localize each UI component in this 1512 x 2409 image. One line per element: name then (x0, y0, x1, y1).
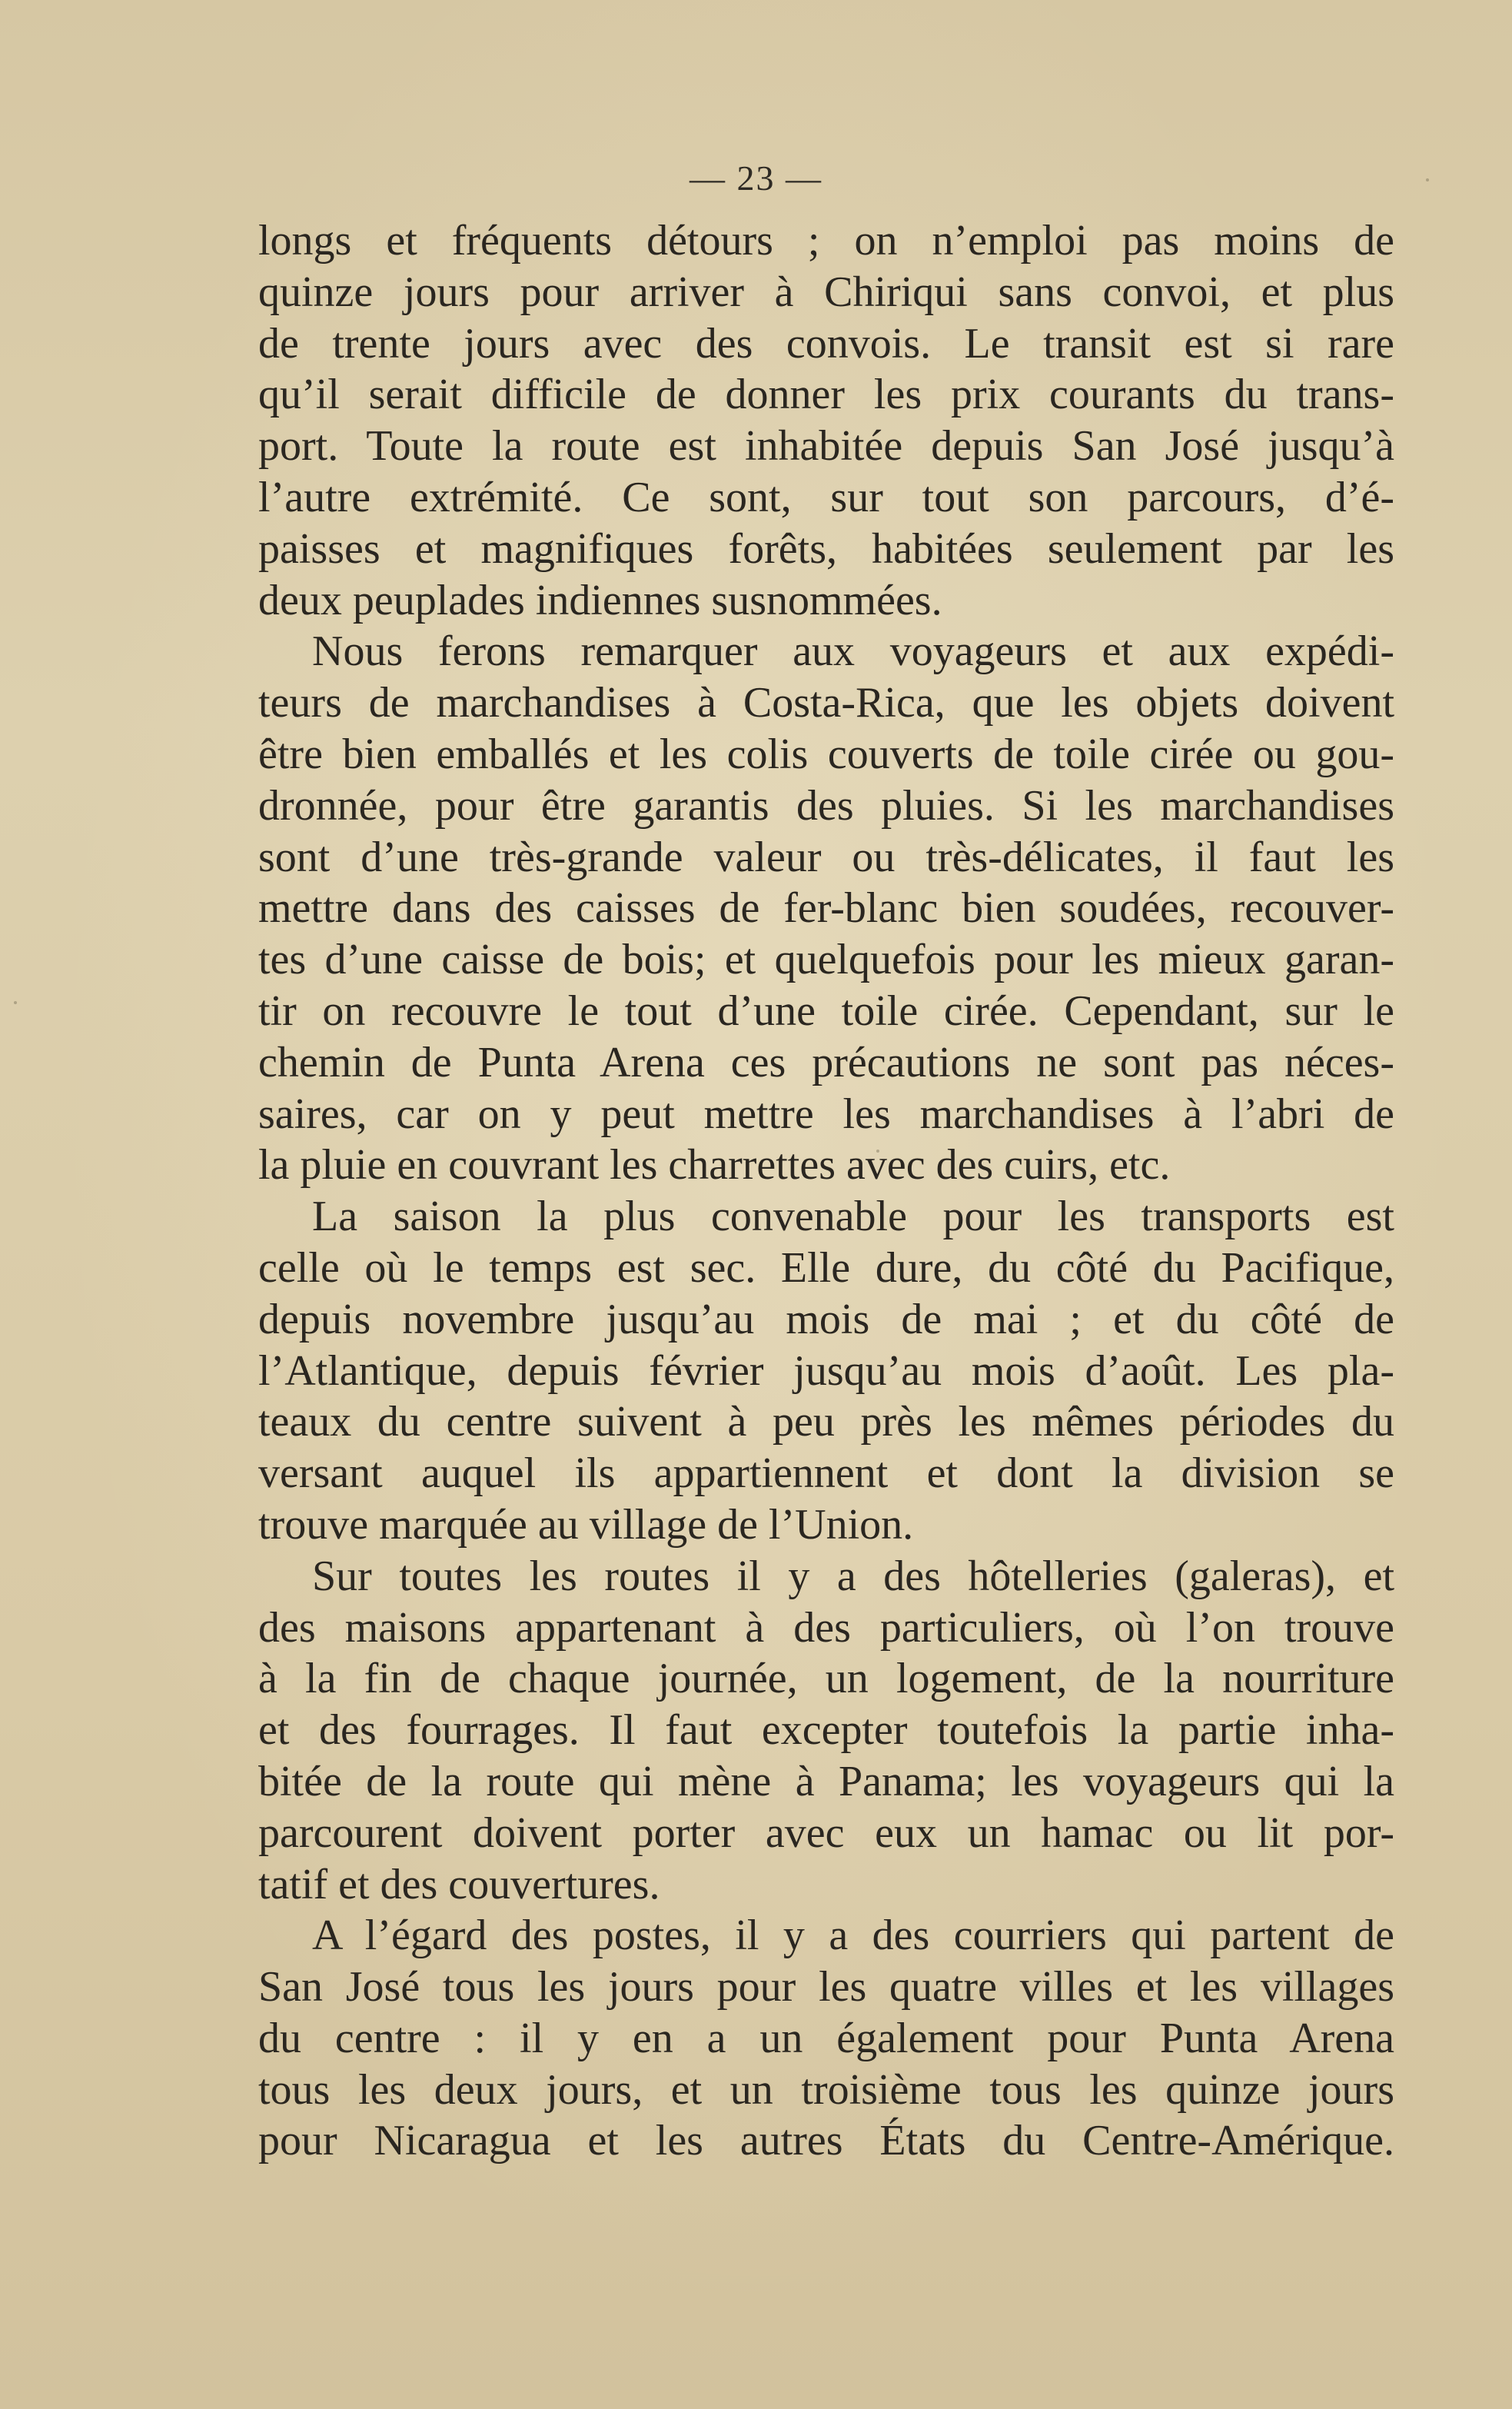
text-line: teaux du centre suivent à peu près les mêmes périodes du (258, 1398, 1394, 1446)
text-line: de trente jours avec des convois. Le transit est si rare (258, 319, 1394, 368)
text-line: sont d’une très-grande valeur ou très-délicates, il faut les (258, 833, 1394, 881)
text-line: tes d’une caisse de bois; et quelquefois pour les mieux garan- (258, 936, 1394, 984)
text-line: parcourent doivent porter avec eux un hamac ou lit por- (258, 1808, 1394, 1857)
text-line: celle où le temps est sec. Elle dure, du côté du Pacifique, (258, 1243, 1394, 1292)
text-line: mettre dans des caisses de fer-blanc bien soudées, recouver- (258, 884, 1394, 933)
text-line: longs et fréquents détours ; on n’emploi pas moins de (258, 217, 1394, 265)
text-line: Nous ferons remarquer aux voyageurs et aux expédi- (312, 627, 1394, 676)
paper-speck (14, 1001, 17, 1004)
text-line: qu’il serait difficile de donner les prix courants du trans- (258, 371, 1394, 419)
text-line: tous les deux jours, et un troisième tous les quinze jours (258, 2065, 1394, 2114)
text-line: teurs de marchandises à Costa-Rica, que les objets doivent (258, 679, 1394, 727)
text-line: tir on recouvre le tout d’une toile cirée. Cependant, sur le (258, 987, 1394, 1035)
text-line: Sur toutes les routes il y a des hôtelleries (galeras), et (312, 1552, 1394, 1600)
text-line: San José tous les jours pour les quatre villes et les villages (258, 1963, 1394, 2011)
text-line: chemin de Punta Arena ces précautions ne sont pas néces- (258, 1038, 1394, 1086)
text-line: La saison la plus convenable pour les transports est (312, 1193, 1394, 1241)
body-text (258, 215, 1394, 2167)
text-line: trouve marquée au village de l’Union. (258, 1500, 914, 1549)
text-line: et des fourrages. Il faut excepter toutefois la partie inha- (258, 1706, 1394, 1755)
text-line: deux peuplades indiennes susnommées. (258, 576, 942, 624)
text-line: à la fin de chaque journée, un logement, de la nourriture (258, 1655, 1394, 1703)
paper-speck (1426, 178, 1429, 181)
text-line: du centre : il y en a un également pour Punta Arena (258, 2014, 1394, 2062)
text-line: l’autre extrémité. Ce sont, sur tout son parcours, d’é- (258, 473, 1394, 521)
text-line: A l’égard des postes, il y a des courriers qui partent de (312, 1912, 1394, 1960)
text-line: versant auquel ils appartiennent et dont la division se (258, 1449, 1394, 1498)
text-line: dronnée, pour être garantis des pluies. Si les marchandises (258, 781, 1394, 830)
text-line: quinze jours pour arriver à Chiriqui sans convoi, et plus (258, 268, 1394, 316)
text-line: saires, car on y peut mettre les marchandises à l’abri de (258, 1090, 1394, 1138)
text-line: pour Nicaragua et les autres États du Centre-Amérique. (258, 2117, 1394, 2165)
text-line: paisses et magnifiques forêts, habitées seulement par les (258, 524, 1394, 573)
text-line: port. Toute la route est inhabitée depuis San José jusqu’à (258, 422, 1394, 471)
paper-speck (876, 1150, 879, 1153)
text-line: tatif et des couvertures. (258, 1860, 660, 1908)
text-line: bitée de la route qui mène à Panama; les voyageurs qui la (258, 1757, 1394, 1805)
text-line: être bien emballés et les colis couverts de toile cirée ou gou- (258, 730, 1394, 778)
text-line: la pluie en couvrant les charrettes avec des cuirs, etc. (258, 1141, 1171, 1190)
text-line: depuis novembre jusqu’au mois de mai ; et du côté de (258, 1295, 1394, 1343)
page-number: — 23 — (690, 158, 822, 198)
text-line: l’Atlantique, depuis février jusqu’au mois d’août. Les pla- (258, 1346, 1394, 1395)
text-line: des maisons appartenant à des particuliers, où l’on trouve (258, 1603, 1394, 1652)
